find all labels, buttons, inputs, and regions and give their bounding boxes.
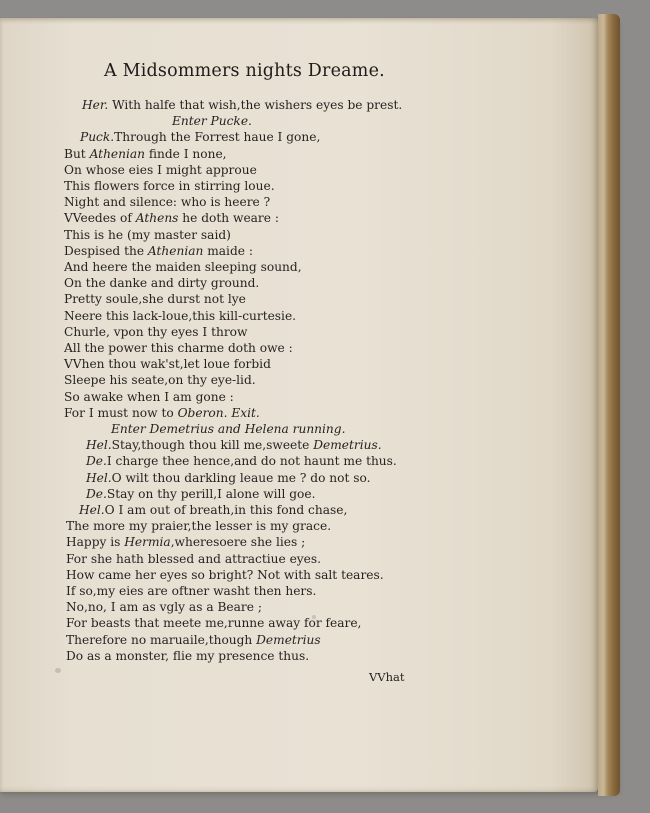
text-line	[66, 518, 331, 534]
italic-text: Enter Pucke.	[172, 114, 252, 129]
text-line	[64, 356, 271, 372]
page-edges	[598, 14, 620, 796]
text-line	[64, 162, 257, 178]
text-line	[66, 599, 262, 615]
text-segment: Night and silence: who is heere ?	[64, 195, 271, 210]
text-segment: Stay on thy perill,I alone will goe.	[106, 486, 316, 501]
book-page	[0, 18, 598, 792]
text-segment: Neere this lack-loue,this kill-curtesie.	[64, 308, 297, 323]
text-line	[64, 372, 256, 388]
text-line	[86, 453, 397, 469]
text-segment: Sleepe his seate,on thy eye-lid.	[64, 373, 256, 388]
text-line	[66, 551, 321, 567]
text-segment: This flowers force in stirring loue.	[64, 179, 275, 193]
italic-text: Demetrius.	[313, 438, 382, 453]
text-segment: Happy is	[66, 535, 125, 550]
text-line	[64, 146, 227, 162]
italic-text: De.	[86, 486, 107, 501]
text-line	[64, 243, 253, 259]
text-line	[82, 97, 402, 113]
text-segment: But	[64, 146, 90, 161]
text-line	[86, 437, 382, 453]
text-segment: he doth weare :	[178, 211, 279, 226]
text-line	[64, 259, 302, 275]
text-line	[64, 340, 293, 356]
text-line	[64, 324, 247, 340]
text-line	[64, 194, 270, 210]
text-line	[64, 389, 234, 405]
text-line	[66, 534, 305, 550]
italic-text: Athens	[135, 211, 179, 226]
text-segment: Do as a monster, flie my presence thus.	[66, 648, 310, 663]
text-segment: ,wheresoere she lies ;	[170, 535, 306, 550]
text-segment: Churle, vpon thy eyes I throw	[64, 324, 248, 339]
text-line	[64, 405, 260, 421]
text-segment: finde I none,	[145, 146, 227, 161]
text-segment: Pretty soule,she durst not lye	[64, 292, 246, 307]
running-head: A Midsommers nights Dreame.	[104, 61, 385, 81]
text-segment: If so,my eies are oftner washt then hers.	[66, 584, 317, 598]
text-segment: No,no, I am as vgly as a Beare ;	[66, 600, 262, 615]
catchword: VVhat	[369, 670, 405, 684]
text-segment: I charge thee hence,and do not haunt me thus.	[106, 454, 397, 469]
italic-text: Hel.	[86, 470, 112, 485]
text-segment: maide :	[203, 243, 253, 258]
text-segment: So awake when I am gone :	[64, 389, 234, 404]
text-line	[66, 583, 316, 599]
text-line	[66, 632, 321, 648]
text-segment: VVeedes of	[64, 211, 136, 226]
text-segment: This is he (my master said)	[64, 227, 231, 242]
text-segment: VVhen thou wak'st,let loue forbid	[64, 357, 271, 372]
text-segment: On whose eies I might approue	[64, 162, 257, 177]
text-segment: O wilt thou darkling leaue me ? do not so.	[111, 470, 371, 485]
text-segment: All the power this charme doth owe :	[64, 341, 293, 355]
page-text	[0, 18, 598, 792]
text-segment: O I am out of breath,in this fond chase,	[104, 503, 348, 517]
text-line	[172, 113, 252, 129]
text-segment: Despised the	[64, 243, 148, 258]
italic-text: Her.	[82, 98, 109, 112]
text-line	[64, 291, 246, 307]
text-line	[64, 275, 259, 291]
text-segment: Therefore no maruaile,though	[66, 632, 257, 647]
text-line	[79, 502, 347, 518]
text-line	[64, 178, 275, 194]
text-line	[64, 227, 231, 243]
text-line	[66, 615, 361, 631]
italic-text: Demetrius	[256, 632, 321, 647]
text-line	[86, 486, 315, 502]
text-line	[111, 421, 345, 437]
italic-text: Athenian	[89, 146, 145, 161]
italic-text: Hermia	[124, 535, 171, 550]
text-line	[66, 648, 309, 664]
text-line	[66, 567, 384, 583]
text-segment: And heere the maiden sleeping sound,	[64, 260, 302, 274]
text-segment: On the danke and dirty ground.	[64, 276, 260, 291]
italic-text: Hel.	[79, 503, 105, 517]
italic-text: Puck.	[80, 130, 115, 145]
text-segment: For beasts that meete me,runne away for feare,	[66, 616, 362, 631]
text-segment: With halfe that wish,the wishers eyes be prest.	[108, 98, 403, 112]
text-segment: For I must now to	[64, 405, 178, 420]
italic-text: Athenian	[147, 243, 204, 258]
italic-text: De.	[86, 454, 107, 469]
italic-text: Enter Demetrius and Helena running.	[111, 422, 346, 436]
text-segment: How came her eyes so bright? Not with salt teares.	[66, 567, 384, 582]
italic-text: Oberon.	[177, 405, 228, 420]
italic-text: Exit.	[231, 405, 260, 420]
text-segment: The more my praier,the lesser is my grace.	[66, 519, 332, 534]
text-line	[80, 129, 320, 145]
text-segment: For she hath blessed and attractiue eyes.	[66, 551, 322, 566]
text-segment: Stay,though thou kill me,sweete	[111, 438, 314, 453]
text-segment: Through the Forrest haue I gone,	[114, 130, 321, 145]
italic-text: Hel.	[86, 438, 112, 453]
text-line	[86, 470, 370, 486]
text-line	[64, 308, 296, 324]
text-line	[64, 210, 279, 226]
